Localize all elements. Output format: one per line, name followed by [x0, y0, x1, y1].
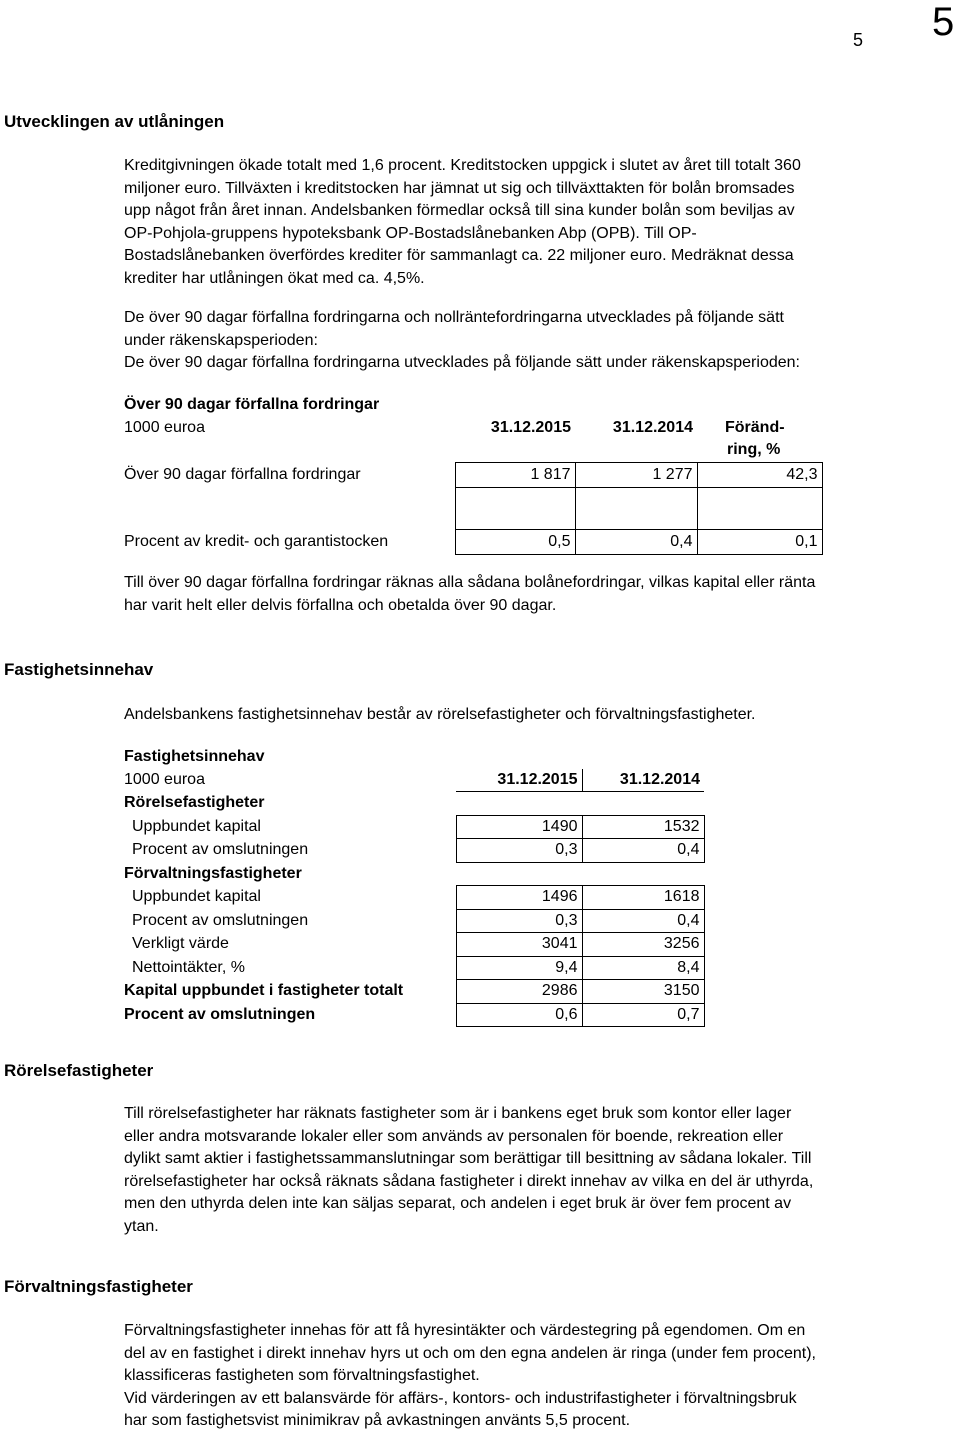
- property-row-2014: 3256: [582, 933, 704, 957]
- overdue-col-2015: 31.12.2015: [490, 418, 571, 436]
- investment-paragraph: Förvaltningsfastigheter innehas för att få hyresintäkter och värdestegring på egendomen. Om en del av en fastighet i direkt innehav hyrs ut och om den egna andelen är ringa (under fem procent), klassificeras fastigheten som förvaltningsfastighet. Vid värderingen av ett balansvärde för affärs-, kontors- och industrifastigheter i förvaltningsbruk har som fastighetsvist minimikrav på avkastningen använts 5,5 procent.: [124, 1322, 816, 1430]
- table-row: [120, 933, 704, 957]
- property-row-2015: 1490: [456, 815, 582, 839]
- property-row-label: Uppbundet kapital: [132, 817, 261, 835]
- overdue-claims-table: [120, 394, 823, 555]
- property-paragraph: Andelsbankens fastighetsinnehav består av rörelsefastigheter och förvaltningsfastigheter.: [124, 706, 756, 723]
- property-row-label: Verkligt värde: [132, 935, 229, 953]
- property-row-2014: 8,4: [582, 956, 704, 980]
- heading-property: Fastighetsinnehav: [4, 660, 154, 679]
- property-row-label: Uppbundet kapital: [132, 888, 261, 906]
- overdue-row-2014: 0,4: [575, 529, 697, 554]
- property-row-label: Nettointäkter, %: [132, 958, 245, 976]
- heading-investment-properties: Förvaltningsfastigheter: [4, 1277, 193, 1296]
- property-col-2015: 31.12.2015: [456, 769, 582, 792]
- property-group-investment: Förvaltningsfastigheter: [124, 864, 302, 882]
- table-row: [120, 839, 704, 863]
- property-row-label: Procent av omslutningen: [132, 911, 309, 929]
- property-total-2015: 0,6: [456, 1003, 582, 1027]
- overdue-row-label: Procent av kredit- och garantistocken: [124, 532, 389, 550]
- table-row: [120, 529, 822, 554]
- property-row-2015: 0,3: [456, 839, 582, 863]
- overdue-table-unit: 1000 euroa: [124, 418, 205, 436]
- property-total-2014: 3150: [582, 980, 704, 1004]
- overdue-row-2015: 1 817: [455, 462, 575, 487]
- heading-lending: Utvecklingen av utlåningen: [4, 112, 225, 131]
- table-row: [120, 956, 704, 980]
- overdue-col-change-1: Föränd-: [725, 418, 785, 436]
- property-row-2014: 0,4: [582, 839, 704, 863]
- property-total-label: Kapital uppbundet i fastigheter totalt: [124, 982, 404, 1000]
- property-col-2014: 31.12.2014: [582, 769, 704, 792]
- table-row: [120, 980, 704, 1004]
- overdue-row-label: Över 90 dagar förfallna fordringar: [124, 465, 361, 483]
- table-row: [120, 815, 704, 839]
- overdue-col-change-2: ring, %: [727, 441, 781, 459]
- overdue-row-2014: 1 277: [575, 462, 697, 487]
- operating-paragraph: Till rörelsefastigheter har räknats fastigheter som är i bankens eget bruk som kontor eller lager eller andra motsvarande lokaler eller som används av personalen för boende, rekreation eller dylikt samt aktier i fastighetssammanslutningar som berättigar till besittning av sådana lokaler. Till rörelsefastigheter har också räknats sådana fastigheter i direkt innehav av vilka en del är uthyrda, men den uthyrda delen inte kan säljas separat, och andelen i eget bruk är över fem procent av ytan.: [124, 1105, 814, 1235]
- property-group-operating: Rörelsefastigheter: [124, 794, 265, 812]
- overdue-table-title: Över 90 dagar förfallna fordringar: [124, 396, 380, 414]
- property-row-2015: 0,3: [456, 909, 582, 933]
- page-number-large: 5: [932, 0, 955, 44]
- property-row-label: Procent av omslutningen: [132, 841, 309, 859]
- property-row-2014: 1618: [582, 886, 704, 910]
- table-row: [120, 462, 822, 487]
- lending-paragraph-1: Kreditgivningen ökade totalt med 1,6 procent. Kreditstocken uppgick i slutet av året till totalt 360 miljoner euro. Tillväxten i kreditstocken har jämnat ut sig och tillväxttakten för bolån bromsades upp något från året innan. Andelsbanken förmedlar också till sina kunder bolån som beviljas av OP-Pohjola-gruppens hypoteksbank OP-Bostadslånebanken Abp (OPB). Till OP- Bostadslånebanken överfördes krediter för sammanlagt ca. 22 miljoner euro. Medräknat dessa krediter har utlåningen ökat med ca. 4,5%.: [124, 157, 801, 287]
- property-row-2014: 0,4: [582, 909, 704, 933]
- property-table-title: Fastighetsinnehav: [124, 748, 265, 766]
- page-number-small: 5: [853, 30, 864, 50]
- lending-paragraph-2: De över 90 dagar förfallna fordringarna och nollräntefordringarna utvecklades på följande sätt under räkenskapsperioden: De över 90 dagar förfallna fordringarna utvecklades på följande sätt under räkenskapsperioden:: [124, 309, 800, 372]
- overdue-row-change: 0,1: [697, 529, 822, 554]
- property-total-2014: 0,7: [582, 1003, 704, 1027]
- table-row: [120, 886, 704, 910]
- property-row-2015: 3041: [456, 933, 582, 957]
- property-total-2015: 2986: [456, 980, 582, 1004]
- overdue-row-2015: 0,5: [455, 529, 575, 554]
- property-row-2015: 1496: [456, 886, 582, 910]
- property-total-label: Procent av omslutningen: [124, 1005, 316, 1023]
- property-table-unit: 1000 euroa: [124, 771, 205, 788]
- table-row: [120, 1003, 704, 1027]
- overdue-row-change: 42,3: [697, 462, 822, 487]
- property-row-2015: 9,4: [456, 956, 582, 980]
- lending-paragraph-3: Till över 90 dagar förfallna fordringar räknas alla sådana bolånefordringar, vilkas kapital eller ränta har varit helt eller delvis förfallna och obetalda över 90 dagar.: [124, 574, 816, 614]
- table-row: [120, 909, 704, 933]
- heading-operating-properties: Rörelsefastigheter: [4, 1061, 154, 1080]
- overdue-col-2014: 31.12.2014: [612, 418, 693, 436]
- property-row-2014: 1532: [582, 815, 704, 839]
- property-table: [120, 746, 705, 1027]
